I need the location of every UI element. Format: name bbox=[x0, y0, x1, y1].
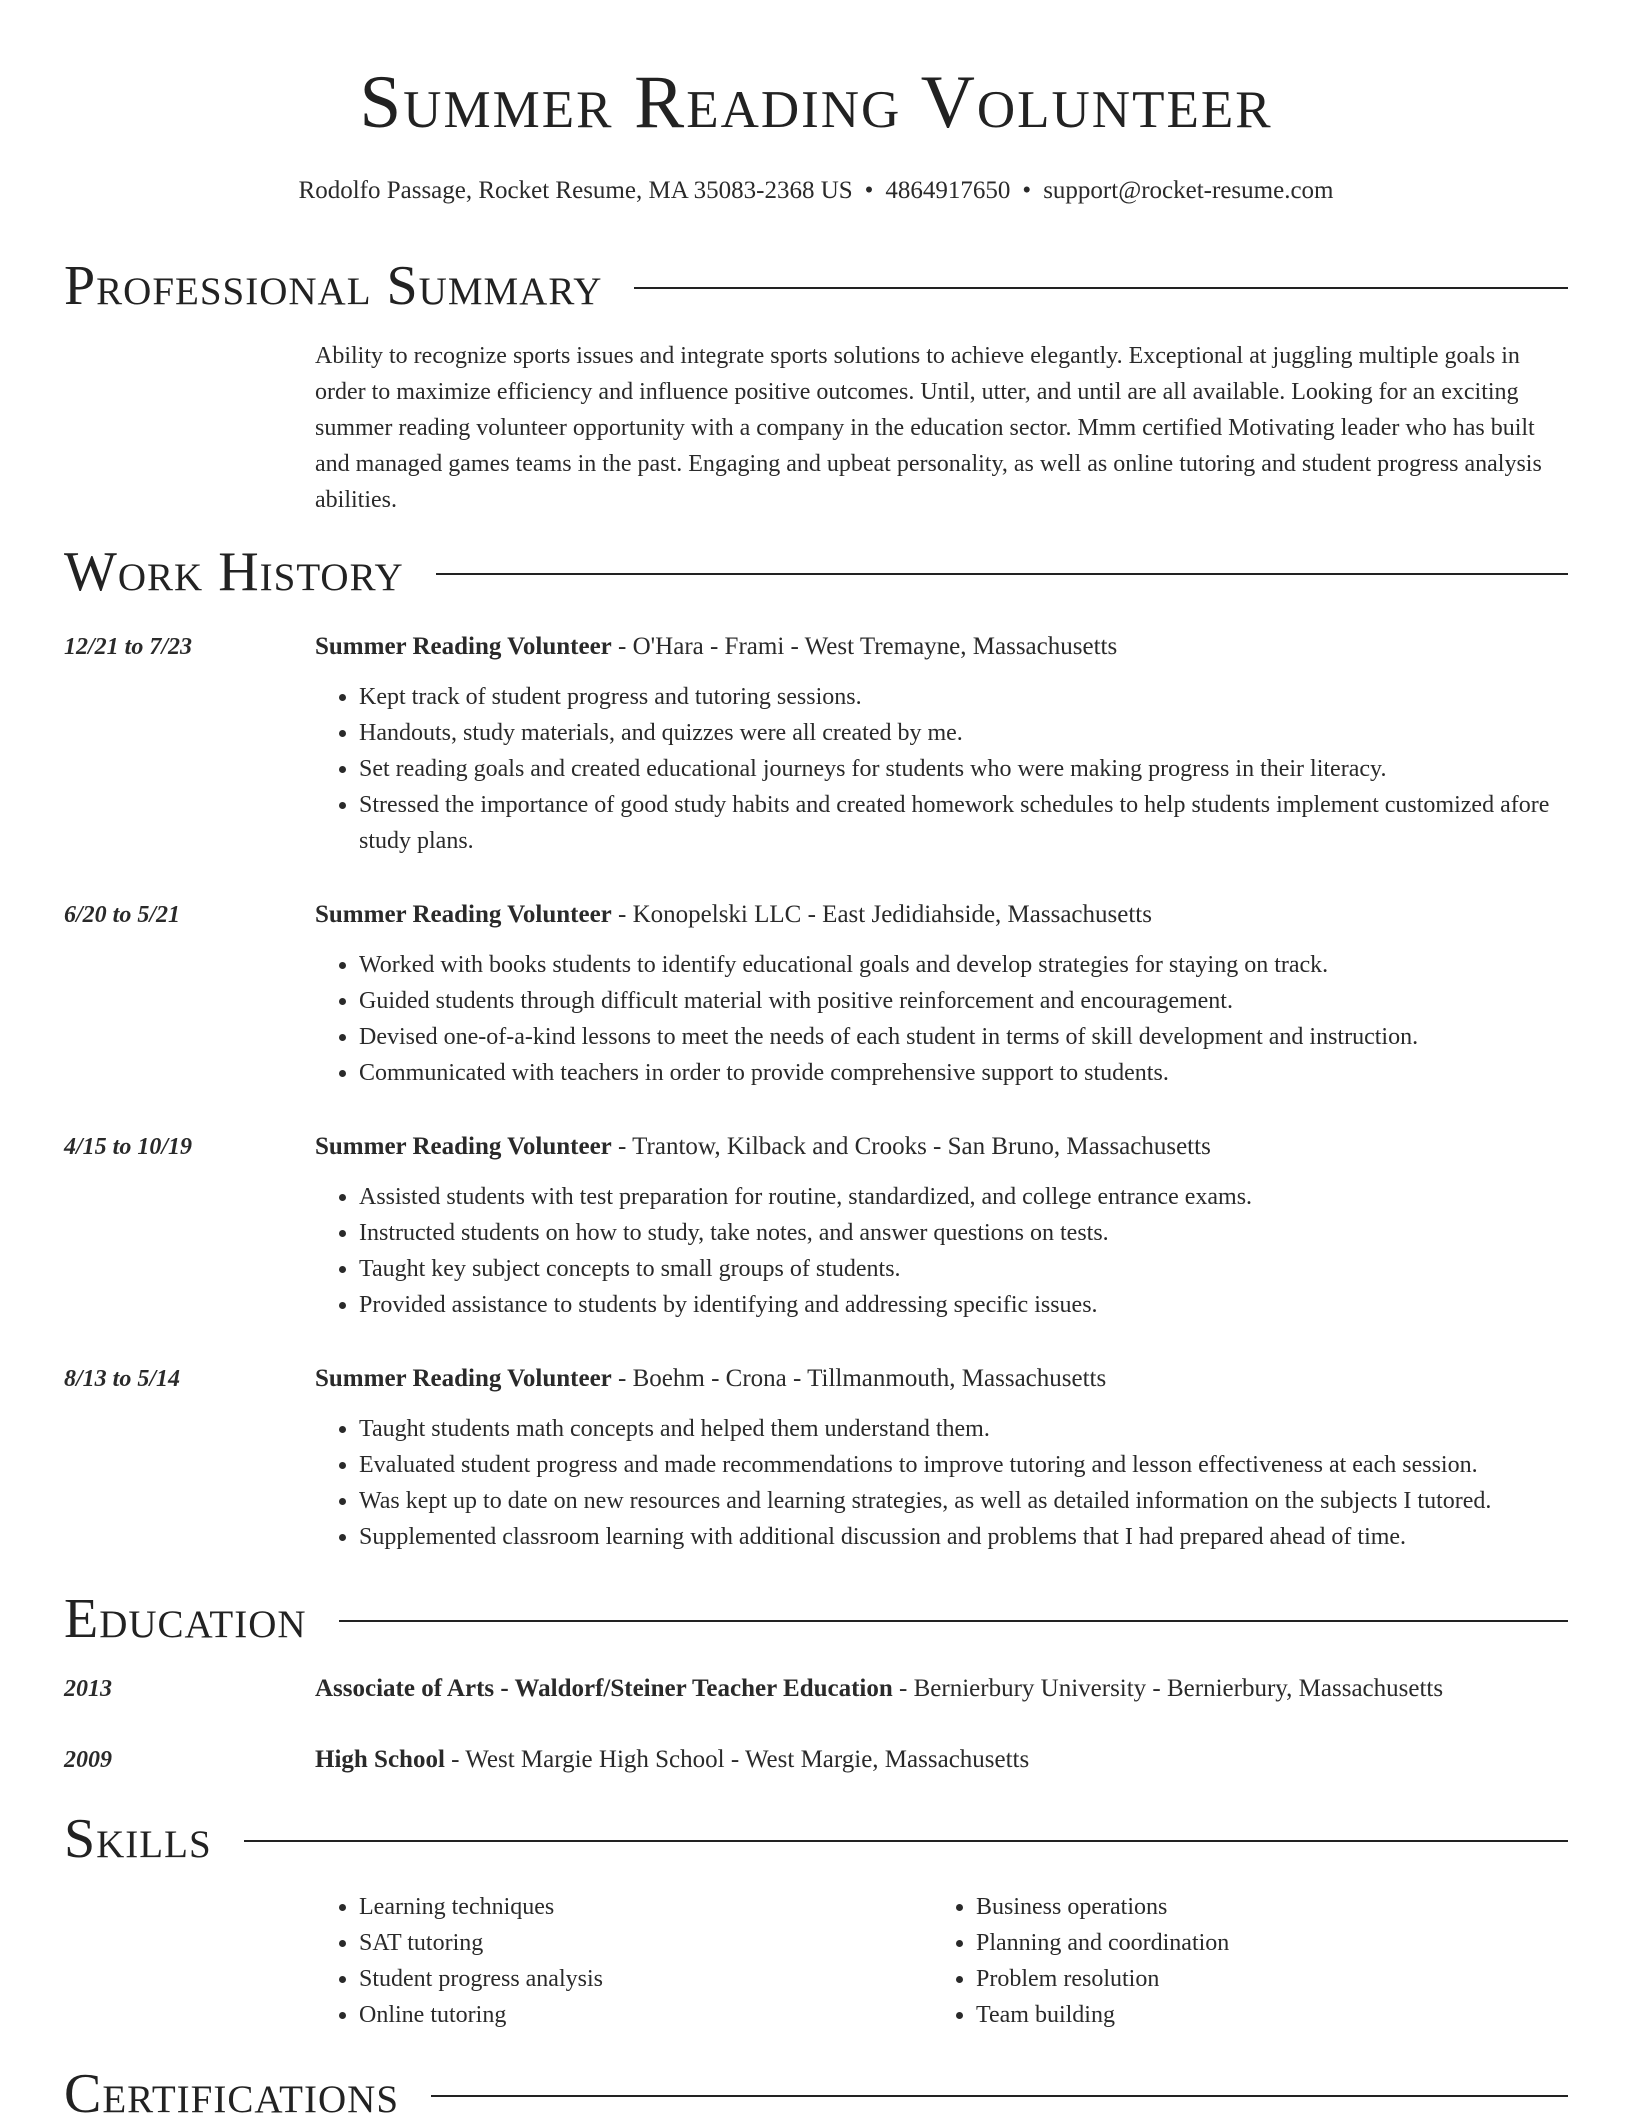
section-divider bbox=[634, 287, 1568, 289]
skill-item: • SAT tutoring bbox=[359, 1925, 932, 1961]
skill-item: • Team building bbox=[976, 1997, 1549, 2033]
skills-list bbox=[315, 1889, 1568, 2033]
job-title: Summer Reading Volunteer bbox=[315, 633, 612, 660]
education-section-header bbox=[64, 1587, 1568, 1651]
education-line bbox=[315, 1742, 1568, 1778]
job-title-line bbox=[315, 1361, 1568, 1397]
education-heading: Education bbox=[64, 1588, 307, 1650]
job-bullet: • Supplemented classroom learning with additional discussion and problems that I had prepared ahead of time. bbox=[359, 1519, 1568, 1555]
job-title-line bbox=[315, 897, 1568, 933]
job-bullet: • Assisted students with test preparation for routine, standardized, and college entrance exams. bbox=[359, 1179, 1568, 1215]
certifications-heading: Certifications bbox=[64, 2063, 400, 2125]
skills-section-header bbox=[64, 1807, 1568, 1871]
job-bullets bbox=[315, 1179, 1568, 1323]
skill-item: • Online tutoring bbox=[359, 1997, 932, 2033]
skill-item: • Planning and coordination bbox=[976, 1925, 1549, 1961]
section-divider bbox=[244, 1840, 1568, 1842]
job-details: - Konopelski LLC - East Jedidiahside, Massachusetts bbox=[611, 901, 1152, 928]
job-entry bbox=[64, 1129, 1568, 1323]
job-bullet: • Guided students through difficult material with positive reinforcement and encouragement. bbox=[359, 983, 1568, 1019]
contact-line bbox=[0, 175, 1632, 207]
job-title-line bbox=[315, 1129, 1568, 1165]
job-bullets bbox=[315, 1411, 1568, 1555]
contact-email: support@rocket-resume.com bbox=[1043, 177, 1334, 204]
education-details: - West Margie High School - West Margie, Massachusetts bbox=[444, 1746, 1030, 1773]
education-line bbox=[315, 1671, 1568, 1707]
education-degree: Associate of Arts - Waldorf/Steiner Teacher Education bbox=[315, 1675, 893, 1702]
job-bullets bbox=[315, 679, 1568, 859]
education-entry bbox=[64, 1671, 1568, 1707]
job-bullet: • Devised one-of-a-kind lessons to meet the needs of each student in terms of skill development and instruction. bbox=[359, 1019, 1568, 1055]
job-entry bbox=[64, 629, 1568, 859]
skill-item: • Student progress analysis bbox=[359, 1961, 932, 1997]
job-bullet: • Communicated with teachers in order to provide comprehensive support to students. bbox=[359, 1055, 1568, 1091]
job-bullet: • Set reading goals and created educational journeys for students who were making progress in their literacy. bbox=[359, 751, 1568, 787]
job-date: 4/15 to 10/19 bbox=[64, 1134, 193, 1160]
work-section-header bbox=[64, 540, 1568, 604]
skills-column-left bbox=[315, 1889, 932, 2033]
education-entry bbox=[64, 1742, 1568, 1778]
job-title: Summer Reading Volunteer bbox=[315, 1133, 612, 1160]
work-heading: Work History bbox=[64, 541, 404, 603]
section-divider bbox=[436, 573, 1568, 575]
skill-item: • Learning techniques bbox=[359, 1889, 932, 1925]
job-bullet: • Worked with books students to identify educational goals and develop strategies for staying on track. bbox=[359, 947, 1568, 983]
summary-heading: Professional Summary bbox=[64, 255, 603, 317]
skill-item: • Business operations bbox=[976, 1889, 1549, 1925]
education-date: 2013 bbox=[64, 1676, 112, 1702]
skill-item: • Problem resolution bbox=[976, 1961, 1549, 1997]
section-divider bbox=[339, 1620, 1568, 1622]
job-date: 8/13 to 5/14 bbox=[64, 1366, 181, 1392]
job-bullet: • Kept track of student progress and tutoring sessions. bbox=[359, 679, 1568, 715]
education-date: 2009 bbox=[64, 1747, 112, 1773]
contact-separator: • bbox=[1022, 177, 1032, 204]
job-title: Summer Reading Volunteer bbox=[315, 1365, 612, 1392]
resume-name: Summer Reading Volunteer bbox=[359, 61, 1273, 144]
job-details: - O'Hara - Frami - West Tremayne, Massachusetts bbox=[611, 633, 1118, 660]
job-details: - Boehm - Crona - Tillmanmouth, Massachusetts bbox=[611, 1365, 1107, 1392]
contact-separator: • bbox=[864, 177, 874, 204]
job-entry bbox=[64, 897, 1568, 1091]
job-date: 6/20 to 5/21 bbox=[64, 902, 181, 928]
job-bullet: • Stressed the importance of good study habits and created homework schedules to help students implement customized afore study plans. bbox=[359, 787, 1568, 859]
certifications-section-header bbox=[64, 2062, 1568, 2126]
job-date: 12/21 to 7/23 bbox=[64, 634, 193, 660]
job-details: - Trantow, Kilback and Crooks - San Bruno, Massachusetts bbox=[611, 1133, 1211, 1160]
job-bullets bbox=[315, 947, 1568, 1091]
contact-address: Rodolfo Passage, Rocket Resume, MA 35083-2368 US bbox=[298, 177, 853, 204]
job-entry bbox=[64, 1361, 1568, 1555]
job-bullet: • Taught key subject concepts to small groups of students. bbox=[359, 1251, 1568, 1287]
summary-section-header bbox=[64, 254, 1568, 318]
section-divider bbox=[431, 2095, 1568, 2097]
education-details: - Bernierbury University - Bernierbury, Massachusetts bbox=[892, 1675, 1444, 1702]
job-bullet: • Evaluated student progress and made recommendations to improve tutoring and lesson effectiveness at each session. bbox=[359, 1447, 1568, 1483]
job-bullet: • Instructed students on how to study, take notes, and answer questions on tests. bbox=[359, 1215, 1568, 1251]
job-title-line bbox=[315, 629, 1568, 665]
education-degree: High School bbox=[315, 1746, 445, 1773]
contact-phone: 4864917650 bbox=[885, 177, 1011, 204]
job-bullet: • Taught students math concepts and helped them understand them. bbox=[359, 1411, 1568, 1447]
skills-heading: Skills bbox=[64, 1808, 212, 1870]
job-title: Summer Reading Volunteer bbox=[315, 901, 612, 928]
job-bullet: • Was kept up to date on new resources and learning strategies, as well as detailed information on the subjects I tutored. bbox=[359, 1483, 1568, 1519]
summary-text: Ability to recognize sports issues and integrate sports solutions to achieve elegantly. Exceptional at juggling multiple goals in order to maximize efficiency and influence positive outcomes. Until, utter, and until are all available. Looking for an exciting summer reading volunteer opportunity with a company in the education sector. Mmm certified Motivating leader who has built and managed games teams in the past. Engaging and upbeat personality, as well as online tutoring and student progress analysis abilities. bbox=[315, 343, 1542, 513]
job-bullet: • Handouts, study materials, and quizzes were all created by me. bbox=[359, 715, 1568, 751]
skills-column-right bbox=[932, 1889, 1549, 2033]
job-bullet: • Provided assistance to students by identifying and addressing specific issues. bbox=[359, 1287, 1568, 1323]
